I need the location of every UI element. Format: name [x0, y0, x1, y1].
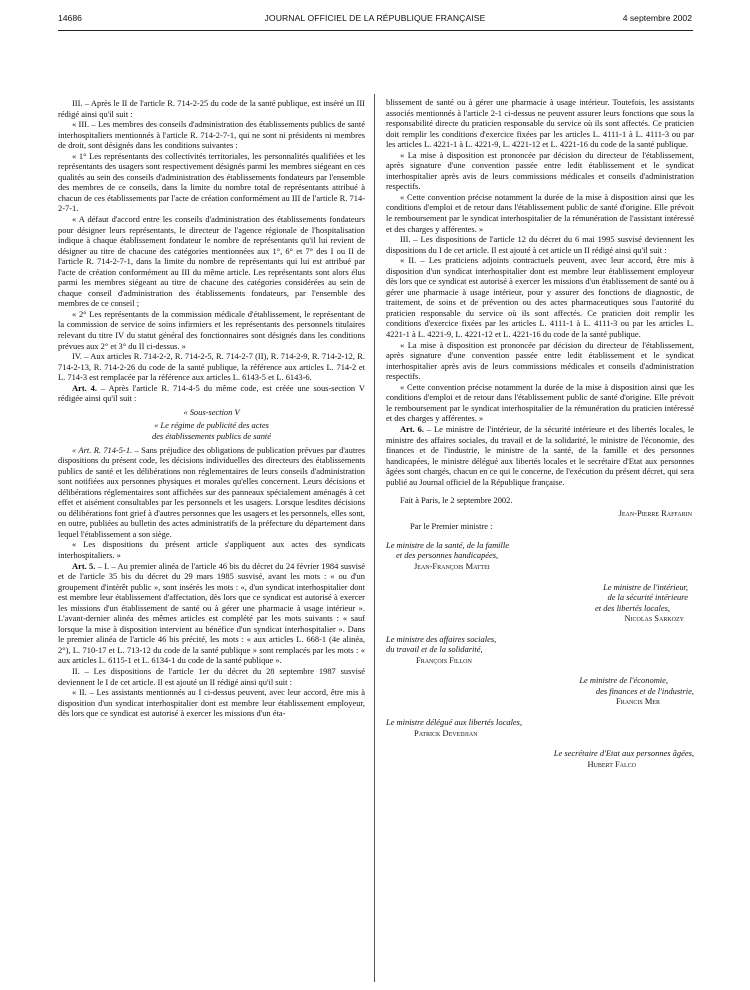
article-label: Art. 4. — [72, 382, 97, 393]
article-label: Art. 6. — [400, 423, 424, 434]
title-line: de la sécurité intérieure — [607, 592, 688, 603]
paragraph: III. – Les dispositions de l'article 12 du décret du 6 mai 1995 susvisé deviennent les dispositions du I de cet article. Il est ajouté à cet article un II rédigé ainsi qu'il suit : — [386, 234, 694, 255]
paragraph: blissement de santé ou à gérer une pharmacie à usage intérieur. Toutefois, les assistants associés mentionnés à l'article 2-1 ci-dessus ne peuvent assurer leurs fonctions que sous la responsabilité directe du praticien responsable du service où ils sont affectés. Ce praticien doit remplir les conditions d'exercice fixées par les articles L. 4111-1 à L. 4111-3 ou par les articles L. 4221-1 à L. 4221-9, L. 4221-12 et L. 4221-16 du code de la santé publique. — [386, 97, 694, 150]
paragraph: « Cette convention précise notamment la durée de la mise à disposition ainsi que les conditions d'emploi et de retour dans l'établissement public de santé d'origine. Elle prévoit le remboursement par le syndicat interhospitalier de la rémunération du praticien intéressé et des charges y afférentes. » — [386, 381, 694, 424]
minister-title — [386, 717, 694, 728]
title-line: Le ministre de la santé, de la famille — [386, 539, 509, 550]
minister-title — [386, 582, 688, 614]
signature-date: Fait à Paris, le 2 septembre 2002. — [400, 495, 513, 506]
article-5 — [58, 561, 365, 666]
paragraph: « Les dispositions du présent article s'appliquent aux actes des syndicats interhospitaliers. » — [58, 539, 365, 560]
signer-prime-minister: Jean-Pierre Raffarin — [618, 507, 692, 518]
article-text: – Après l'article R. 714-4-5 du même code, est créée une sous-section V rédigée ainsi qu'il suit : — [58, 382, 365, 404]
paragraph: « A défaut d'accord entre les conseils d'administration des établissements fondateurs pour désigner leurs représentants, le directeur de l'agence régionale de l'hospitalisation indique à chaque établissement fondateur le nombre de représentants qu'il lui revient de désigner au titre de chacune des catégories mentionnées aux 1°, 6° et 7° des I ou II de l'article R. 714-2-7-1, dans la limite du nombre de représentants qui lui est attribué par l'acte de création conformément au III du même article. Les représentants sont alors élus parmi les membres siégeant au titre de chacune des catégories considérées au sein de chaque conseil d'administration des établissements fondateurs, par l'ensemble des membres de ce conseil ; — [58, 214, 365, 309]
minister-title — [386, 540, 694, 561]
article-label: « Art. R. 714-5-1. — [72, 444, 133, 455]
subsection-subtitle: des établissements publics de santé — [151, 430, 272, 441]
header-rule — [58, 30, 693, 31]
article-text: – Le ministre de l'intérieur, de la sécurité intérieure et des libertés locales, le ministre des affaires sociales, du travail et de la solidarité, le ministre de l'économie, des finances et de l'industrie, le ministre de la santé, de la famille et des personnes handicapées, le ministre délégué aux libertés locales et le secrétaire d'Etat aux personnes âgées sont chargés, chacun en ce qui le concerne, de l'exécution du présent décret, qui sera publié au Journal officiel de la République française. — [386, 423, 695, 487]
minister-name: Jean-François Mattei — [414, 560, 490, 571]
paragraph: « II. – Les assistants mentionnés au I ci-dessus peuvent, avec leur accord, être mis à disposition d'un syndicat interhospitalier dont est membre leur établissement employeur, dès lors que ce syndicat est autorisé à exercer les missions d'un éta- — [58, 687, 365, 719]
title-line: et des libertés locales, — [595, 602, 670, 613]
title-line: Le ministre de l'économie, — [579, 675, 668, 686]
minister-name: Patrick Devedjian — [414, 727, 478, 738]
paragraph: IV. – Aux articles R. 714-2-2, R. 714-2-5, R. 714-2-7 (II), R. 714-2-9, R. 714-2-12, R. 714-2-13, R. 714-2-26 du code de la santé publique, la référence aux articles L. 714-2 et L. 714-3 est remplacée par la référence aux articles L. 6143-5 et L. 6143-6. — [58, 351, 365, 383]
article-text: – I. – Au premier alinéa de l'article 46 bis du décret du 24 février 1984 susvisé et de l'article 35 bis du décret du 29 mars 1985 susvisé, avant les mots : « ou d'un groupement d'intérêt public », sont insérés les mots : «, d'un syndicat interhospitalier dont est membre leur établissement d'affectation, dès lors que ce syndicat est autorisé à exercer les missions d'un établissement de santé ou à gérer une pharmacie à usage intérieur ». L'avant-dernier alinéa des mêmes articles est complété par les mots suivants : « sauf lorsque la mise à disposition intervient au bénéfice d'un syndicat interhospitalier ». Dans le premier alinéa de l'article 46 bis précité, les mots : « aux articles L. 668-1 (4e alinéa, 2°), L. 710-17 et L. 713-12 du code de la santé publique » sont remplacés par les mots : « aux articles L. 6115-1 et L. 6134-1 du code de la santé publique ». — [58, 560, 365, 666]
paragraph: « La mise à disposition est prononcée par décision du directeur de l'établissement, après signature d'une convention passée entre ledit établissement et le syndicat interhospitalier après avis de leurs commissions médicales et conseils d'administration respectifs. — [386, 149, 694, 192]
title-line: du travail et de la solidarité, — [386, 644, 483, 655]
minister-title — [386, 748, 694, 759]
minister-title — [386, 634, 694, 655]
subsection-title: « Sous-section V — [183, 406, 240, 417]
minister-name: Nicolas Sarkozy — [624, 613, 684, 624]
title-line: et des personnes handicapées, — [396, 550, 499, 561]
page-header — [0, 13, 750, 27]
article-4 — [58, 383, 365, 404]
subsection-subtitle: « Le régime de publicité des actes — [154, 420, 269, 431]
minister-title — [386, 675, 694, 696]
issue-date: 4 septembre 2002 — [622, 13, 692, 23]
title-line: Le secrétaire d'Etat aux personnes âgées, — [553, 748, 694, 759]
journal-title: JOURNAL OFFICIEL DE LA RÉPUBLIQUE FRANÇAISE — [264, 13, 486, 23]
minister-name: Hubert Falco — [587, 758, 636, 769]
column-divider — [374, 94, 375, 982]
by-prime-minister: Par le Premier ministre : — [410, 521, 493, 532]
paragraph: « III. – Les membres des conseils d'administration des établissements publics de santé interhospitaliers mentionnés à l'article R. 714-2-7-1, qui ne sont ni présidents ni membres de droit, sont désignés dans les conditions suivantes : — [58, 119, 365, 151]
minister-name: Francis Mer — [616, 696, 660, 707]
title-line: Le ministre de l'intérieur, — [603, 581, 688, 592]
paragraph: « Cette convention précise notamment la durée de la mise à disposition ainsi que les conditions d'emploi et de retour dans l'établissement public de santé d'origine. Elle prévoit le remboursement par le syndicat interhospitalier de la rémunération de l'assistant intéressé et des charges y afférentes. » — [386, 191, 694, 234]
title-line: Le ministre des affaires sociales, — [386, 633, 497, 644]
paragraph: II. – Les dispositions de l'article 1er du décret du 28 septembre 1987 susvisé deviennent le I de cet article. Il est ajouté un II rédigé ainsi qu'il suit : — [58, 665, 365, 687]
left-column — [58, 98, 365, 719]
paragraph: « 2° Les représentants de la commission médicale d'établissement, le représentant de la commission de service de soins infirmiers et les représentants des personnels titulaires relevant du titre IV du statut général des fonctionnaires sont désignés dans les conditions prévues aux 2° et 3° du II ci-dessus. » — [58, 308, 365, 351]
paragraph: « 1° Les représentants des collectivités territoriales, les personnalités qualifiées et les représentants des usagers sont respectivement désignés parmi les membres siégeant en ces qualités au sein des conseils d'administration des établissements fondateurs par l'ensemble des membres de ce conseils, dans la limite du nombre total de représentants attribué à chacun de ces établissements par l'acte de création conformément au III de l'article R. 714-2-7-1. — [58, 150, 365, 214]
right-column — [386, 97, 694, 769]
title-line: Le ministre délégué aux libertés locales, — [386, 716, 523, 727]
paragraph: III. – Après le II de l'article R. 714-2-25 du code de la santé publique, est inséré un III rédigé ainsi qu'il suit : — [58, 98, 365, 119]
minister-name: François Fillon — [416, 654, 472, 665]
article-label: Art. 5. — [72, 560, 96, 571]
article-6 — [386, 424, 694, 487]
page-number: 14686 — [58, 13, 82, 23]
article-r-714-5-1 — [58, 445, 365, 540]
paragraph: « La mise à disposition est prononcée par décision du directeur de l'établissement, après signature d'une convention passée entre ledit établissement et le syndicat interhospitalier après avis de leurs commissions médicales et conseils d'administration respectifs. — [386, 339, 694, 382]
paragraph: « II. – Les praticiens adjoints contractuels peuvent, avec leur accord, être mis à disposition d'un syndicat interhospitalier dont est membre leur établissement employeur dès lors que ce syndicat est autorisé à exercer les missions d'un établissement de santé ou à gérer une pharmacie à usage intérieur, pour y assurer des fonctions de diagnostic, de traitement, de soins et de prévention ou des actes pharmaceutiques sous l'autorité du praticien responsable du service où ils sont affectés. Ce praticien doit remplir les conditions d'exercice fixées par les articles L. 4111-1 à L. 4111-3 ou par les articles L. 4221-1 à L. 4221-9, L. 4221-12 et L. 4221-16 du code de la santé publique. — [386, 255, 694, 340]
title-line: des finances et de l'industrie, — [595, 685, 694, 696]
article-text: – Sans préjudice des obligations de publication prévues par d'autres dispositions du présent code, les décisions individuelles des directeurs des établissements publics de santé et les délibérations non réglementaires de leurs conseils d'administration sont notifiées aux personnes physiques et morales qu'elles concernent. Leurs décisions et délibérations réglementaires sont affichées sur des panneaux spécialement aménagés à cet effet et aisément consultables par les personnels et les usagers. Lorsque lesdites décisions ou délibérations font grief à d'autres personnes que les usagers et les personnels, elles sont, en outre, publiées au bulletin des actes administratifs de la préfecture du département dans lequel l'établissement a son siège. — [58, 444, 366, 539]
